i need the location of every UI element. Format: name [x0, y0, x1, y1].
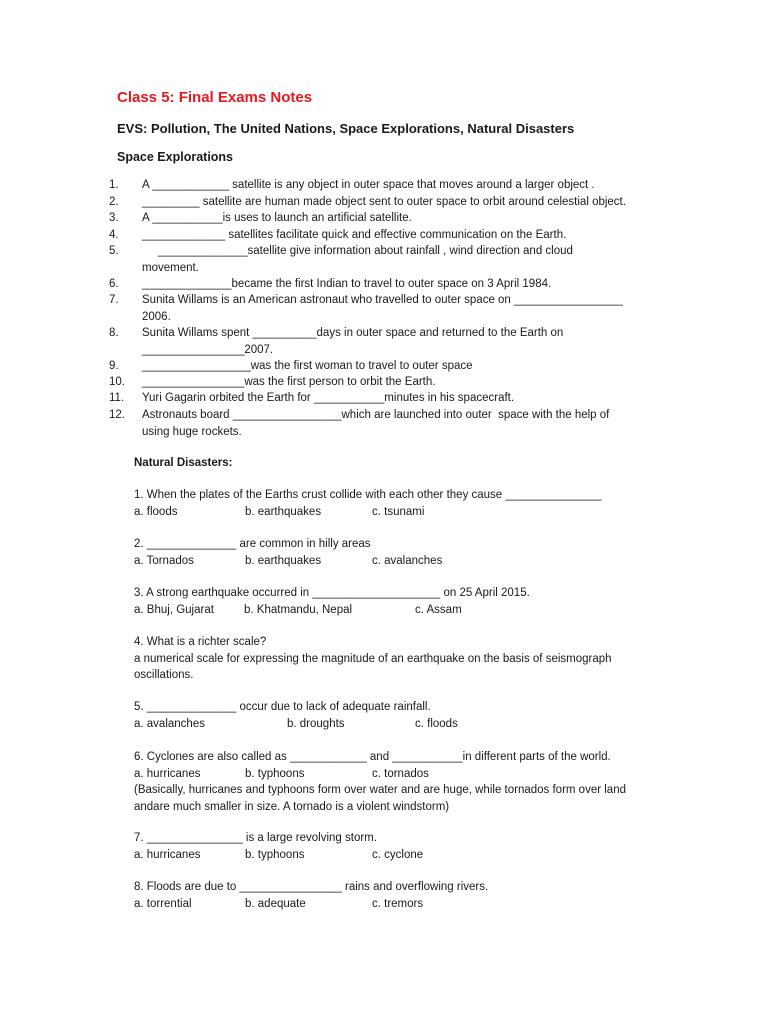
answer-option: c. floods: [415, 717, 458, 730]
list-item-number: 3.: [109, 212, 119, 224]
list-item-text: _________ satellite are human made object sent to outer space to orbit around celestial object.: [142, 196, 626, 208]
list-item-number: 4.: [109, 229, 119, 241]
answer-option: b. Khatmandu, Nepal: [244, 603, 353, 616]
question-text: 6. Cyclones are also called as ____________ and ___________in different parts of the world.: [134, 751, 611, 763]
answer-option: c. tremors: [372, 897, 424, 910]
section-heading-space: Space Explorations: [117, 150, 234, 164]
answer-option: c. avalanches: [372, 554, 443, 567]
list-item-text: _____________ satellites facilitate quick and effective communication on the Earth.: [142, 229, 567, 241]
answer-option: c. tornados: [372, 767, 429, 780]
question-text: 1. When the plates of the Earths crust collide with each other they cause _______________: [134, 489, 602, 501]
list-item-text: ________________2007.: [142, 343, 274, 356]
question-note: (Basically, hurricanes and typhoons form over water and are huge, while tornados form over land: [134, 784, 626, 796]
answer-option: b. typhoons: [245, 848, 305, 861]
list-item-text: _________________was the first woman to travel to outer space: [142, 360, 473, 372]
list-item-number: 5.: [109, 245, 119, 257]
list-item-text: Sunita Willams is an American astronaut who travelled to outer space on _________________: [142, 294, 623, 306]
answer-option: a. avalanches: [134, 717, 205, 730]
list-item-number: 2.: [109, 196, 119, 208]
list-item-number: 8.: [109, 327, 119, 339]
list-item-number: 11.: [109, 392, 125, 404]
page-subtitle: EVS: Pollution, The United Nations, Space Explorations, Natural Disasters: [117, 121, 575, 136]
answer-option: c. cyclone: [372, 848, 424, 861]
list-item-text: Astronauts board _________________which are launched into outer space with the help of: [142, 409, 610, 421]
list-item-text: A ___________is uses to launch an artificial satellite.: [142, 212, 412, 224]
list-item-text: ______________became the first Indian to travel to outer space on 3 April 1984.: [142, 278, 552, 290]
list-item-number: 1.: [109, 179, 119, 191]
answer-option: a. Bhuj, Gujarat: [134, 603, 214, 616]
answer-option: b. earthquakes: [245, 505, 322, 518]
section-heading-disasters: Natural Disasters:: [134, 457, 233, 469]
answer-option: a. torrential: [134, 897, 192, 910]
list-item-text: using huge rockets.: [142, 425, 242, 438]
question-text: a numerical scale for expressing the magnitude of an earthquake on the basis of seismograph: [134, 652, 612, 665]
list-item-text: Sunita Willams spent __________days in outer space and returned to the Earth on: [142, 327, 564, 339]
list-item-text: 2006.: [142, 310, 171, 323]
list-item-number: 10.: [109, 376, 125, 388]
page-title: Class 5: Final Exams Notes: [117, 89, 313, 106]
list-item-number: 12.: [109, 409, 125, 421]
answer-option: b. droughts: [287, 717, 345, 730]
answer-option: a. Tornados: [134, 554, 194, 567]
question-text: 7. _______________ is a large revolving storm.: [134, 832, 377, 844]
question-text: oscillations.: [134, 669, 194, 681]
question-text: 8. Floods are due to ________________ rains and overflowing rivers.: [134, 881, 489, 893]
list-item-number: 9.: [109, 360, 119, 372]
list-item-text: movement.: [142, 261, 199, 274]
answer-option: b. typhoons: [245, 767, 305, 780]
list-item-number: 7.: [109, 294, 119, 306]
question-text: 3. A strong earthquake occurred in ____________________ on 25 April 2015.: [134, 587, 530, 599]
list-item-text: Yuri Gagarin orbited the Earth for ___________minutes in his spacecraft.: [142, 392, 515, 404]
question-text: 4. What is a richter scale?: [134, 636, 267, 648]
answer-option: a. hurricanes: [134, 848, 201, 861]
answer-option: c. Assam: [415, 603, 462, 616]
question-note: andare much smaller in size. A tornado is a violent windstorm): [134, 800, 450, 813]
list-item-number: 6.: [109, 278, 119, 290]
question-text: 5. ______________ occur due to lack of adequate rainfall.: [134, 701, 431, 713]
answer-option: a. hurricanes: [134, 767, 201, 780]
question-text: 2. ______________ are common in hilly areas: [134, 538, 371, 550]
list-item-text: A ____________ satellite is any object in outer space that moves around a larger object .: [142, 179, 595, 191]
list-item-text: ______________satellite give information about rainfall , wind direction and cloud: [142, 245, 573, 257]
answer-option: b. adequate: [245, 897, 306, 910]
answer-option: c. tsunami: [372, 505, 425, 518]
list-item-text: ________________was the first person to orbit the Earth.: [142, 376, 436, 388]
answer-option: b. earthquakes: [245, 554, 322, 567]
answer-option: a. floods: [134, 505, 178, 518]
